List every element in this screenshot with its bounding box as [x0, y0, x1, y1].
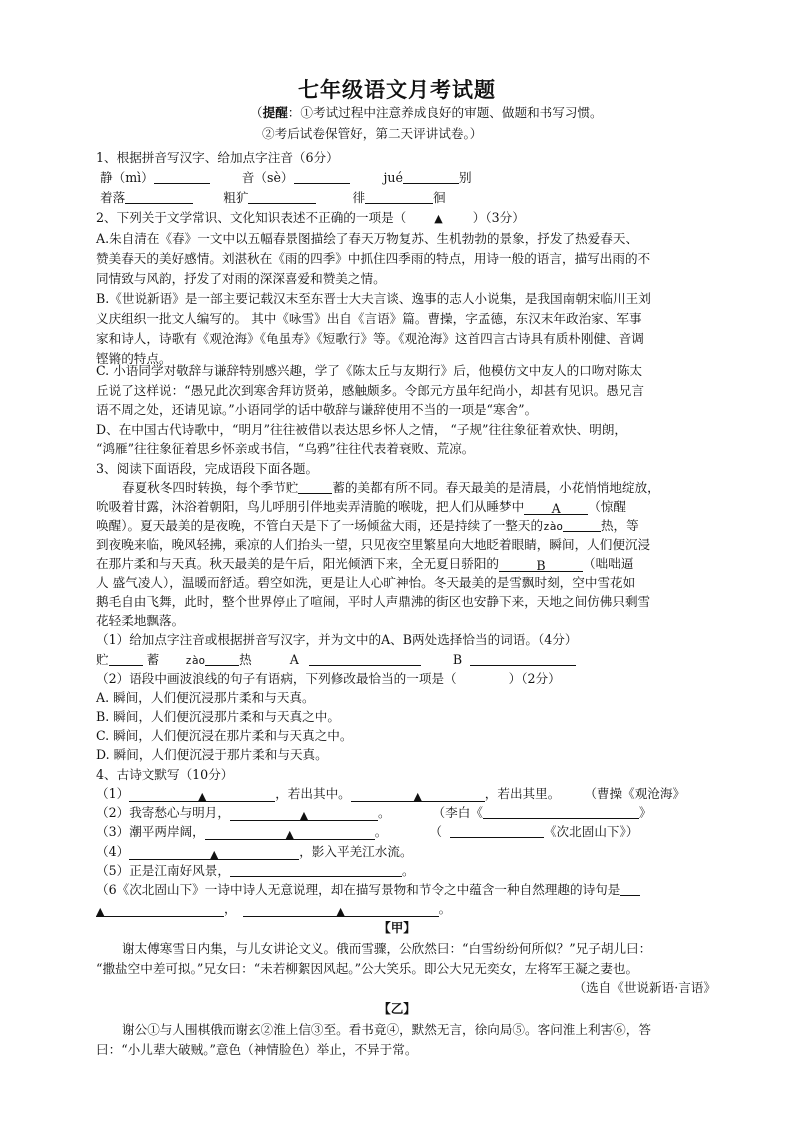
q2-heading: 2、下列关于文学常识、文化知识表述不正确的一项是（ ▲ ）（3分） [96, 210, 525, 225]
q1-row-1: 静（mì） 音（sè） jué 别 [100, 170, 472, 185]
q3-option-a: A. 瞬间，人们便沉浸那片柔和与天真。 [96, 690, 315, 705]
triangle-marker-icon: ▲ [285, 828, 294, 841]
q3-option-c: C. 瞬间，人们便沉浸在那片柔和与天真之中。 [96, 728, 353, 743]
q3-passage-line-2: 吮吸着甘露，沐浴着朝阳，鸟儿呼朋引伴地卖弄清脆的喉咙，把人们从睡梦中 A （惊醒 [96, 499, 626, 516]
answer-blank[interactable] [403, 170, 459, 184]
page-title: 七年级语文月考试题 [298, 78, 496, 102]
triangle-marker-icon: ▲ [299, 809, 309, 822]
answer-blank[interactable] [294, 170, 350, 184]
q4-item-3: （3）潮平两岸阔， ▲ 。 （ 《次北固山下》） [96, 824, 639, 841]
answer-blank[interactable] [125, 190, 193, 204]
answer-blank[interactable] [365, 190, 433, 204]
q2-option-b-line-1: B.《世说新语》是一部主要记载汉末至东晋士大夫言谈、逸事的志人小说集，是我国南朝宋临川王刘 [96, 291, 651, 306]
q2-option-a-line-3: 同情致与风韵，抒发了对雨的深深喜爱和赞美之情。 [96, 271, 386, 286]
answer-blank[interactable] [248, 190, 316, 204]
answer-blank[interactable] [129, 846, 299, 860]
q2-option-c-line-3: 语不周之处，还请见谅。”小语同学的话中敬辞与谦辞使用不当的一项是“寒舍”。 [96, 402, 538, 417]
triangle-marker-icon: ▲ [197, 790, 207, 803]
passage-yi-line-1: 谢公①与人围棋俄而谢玄②淮上信③至。看书竟④，默然无言，徐向局⑤。客问淮上利害⑥，答 [122, 1022, 651, 1037]
answer-blank[interactable] [351, 788, 485, 802]
triangle-marker-icon: ▲ [413, 790, 422, 803]
q3-passage-line-4: 到夜晚来临，晚风轻拂，乘凉的人们抬头一望，只见夜空里繁星向大地眨着眼睛，瞬间，人们便沉浸 [96, 537, 651, 552]
q2-option-b-line-2: 义庆组织一批文人编写的。 其中《咏雪》出自《言语》篇。曹操，字孟德，东汉末年政治家、军事 [96, 311, 642, 326]
answer-blank[interactable] [298, 480, 332, 494]
q4-item-6: （6《次北固山下》一诗中诗人无意说理，却在描写景物和节令之中蕴含一种自然理趣的诗句是 [96, 882, 716, 898]
reminder-line-1: （提醒：①考试过程中注意养成良好的审题、做题和书写习惯。 [250, 105, 603, 120]
q4-item-1: （1） ▲ ，若出其中。 ▲ ，若出其里。 （曹操《观沧海》 [96, 786, 686, 803]
blank-a[interactable]: A [524, 501, 588, 515]
triangle-marker-icon: ▲ [209, 848, 219, 861]
answer-blank[interactable] [96, 903, 224, 917]
answer-blank[interactable] [205, 652, 239, 666]
blank-b[interactable]: B [499, 558, 583, 572]
answer-blank[interactable] [230, 863, 402, 877]
q3-passage-line-7: 鹅毛自由飞舞，此时，整个世界停止了喧闹，平时人声鼎沸的街区也安静下来，天地之间仿佛只剩雪 [96, 594, 651, 609]
q2-option-d-line-1: D、在中国古代诗歌中，“明月”往往被借以表达思乡怀人之情， “子规”往往象征着欢快、明朗， [96, 422, 628, 437]
q4-item-4: （4） ▲ ，影入平羌江水流。 [96, 844, 413, 861]
triangle-marker-icon: ▲ [96, 905, 105, 918]
q4-heading: 4、古诗文默写（10分） [96, 767, 234, 782]
answer-blank[interactable] [243, 903, 439, 917]
answer-blank[interactable] [563, 518, 601, 532]
answer-blank[interactable] [205, 826, 375, 840]
q3-passage-line-8: 花轻柔地飘落。 [96, 613, 185, 628]
answer-blank[interactable] [483, 805, 639, 819]
passage-yi-title: 【乙】 [378, 1001, 416, 1016]
q2-option-d-line-2: “鸿雁”往往象征着思乡怀亲或书信，“乌鸦”往往代表着衰败、荒凉。 [96, 441, 475, 456]
passage-jia-title: 【甲】 [378, 920, 416, 935]
answer-blank[interactable] [230, 807, 378, 821]
q3-passage-line-5: 在那片柔和与天真。秋天最美的是午后，阳光倾洒下来，全无夏日骄阳的 B （咄咄逼 [96, 556, 634, 573]
q3-option-b: B. 瞬间，人们便沉浸那片柔和与天真之中。 [96, 709, 340, 724]
answer-blank[interactable] [470, 652, 576, 666]
answer-blank[interactable] [620, 882, 640, 896]
q1-row-2: 着落 粗犷 徘 徊 [100, 190, 446, 205]
triangle-marker-icon: ▲ [336, 905, 345, 918]
q3-heading: 3、阅读下面语段，完成语段下面各题。 [96, 461, 319, 476]
answer-blank[interactable] [309, 652, 421, 666]
q2-option-c-line-1: C. 小语同学对敬辞与谦辞特别感兴趣，学了《陈太丘与友期行》后，他模仿文中友人的口吻对陈太 [96, 363, 643, 378]
answer-blank[interactable] [154, 170, 210, 184]
q3-subquestion-1-answers: 贮 蓄 zào 热 A B [96, 652, 716, 669]
answer-blank[interactable] [109, 652, 143, 666]
triangle-marker-icon: ▲ [434, 212, 443, 225]
passage-yi-line-2: 曰：“小儿辈大破贼。”意色（神情脸色）举止，不异于常。 [96, 1042, 418, 1057]
passage-jia-source: （选自《世说新语·言语》 [573, 980, 716, 995]
q3-option-d: D. 瞬间，人们便沉浸于那片柔和与天真。 [96, 747, 328, 762]
q3-passage-line-6: 人 盛气凌人），温暖而舒适。碧空如洗，更是让人心旷神怡。冬天最美的是雪飘时刻，空中雪花如 [96, 575, 636, 590]
q2-option-a-line-2: 赞美春天的美好感情。刘湛秋在《雨的四季》中抓住四季雨的特点，用诗一般的语言，描写出雨的不 [96, 251, 651, 266]
q2-option-c-line-2: 丘说了这样说：“愚兄此次到寒舍拜访贤弟，感触颇多。令郎元方虽年纪尚小，却甚有见识。愚兄言 [96, 383, 644, 398]
answer-blank[interactable] [450, 824, 544, 838]
q3-passage-line-1: 春夏秋冬四时转换，每个季节贮 蓄的美都有所不同。春天最美的是清晨，小花悄悄地绽放， [122, 480, 660, 495]
q4-item-2: （2）我寄愁心与明月， ▲ 。 （李白《 》 [96, 805, 652, 822]
q2-option-b-line-4: 铿锵的特点。 [96, 351, 172, 366]
q3-subquestion-1: （1）给加点字注音或根据拼音写汉字，并为文中的A、B两处选择恰当的词语。（4分） [96, 632, 578, 647]
reminder-line-2: ②考后试卷保管好，第二天评讲试卷。） [262, 126, 483, 141]
passage-jia-line-2: “撒盐空中差可拟。”兄女曰：“未若柳絮因风起。”公大笑乐。即公大兄无奕女，左将军王凝之妻也。 [96, 961, 639, 976]
q2-option-b-line-3: 家和诗人，诗歌有《观沧海》《龟虽寿》《短歌行》等。《观沧海》这首四言古诗具有质朴刚健、音调 [96, 331, 644, 346]
passage-jia-line-1: 谢太傅寒雪日内集，与儿女讲论文义。俄而雪骤，公欣然曰：“白雪纷纷何所似？”兄子胡儿曰： [122, 941, 652, 956]
q2-option-a-line-1: A.朱自清在《春》一文中以五幅春景图描绘了春天万物复苏、生机勃勃的景象，抒发了热爱春天、 [96, 231, 639, 246]
q4-item-6-answers: ▲ ， ▲ 。 [96, 901, 452, 918]
q4-item-5: （5）正是江南好风景， 。 [96, 863, 415, 878]
answer-blank[interactable] [129, 788, 275, 802]
q1-heading: 1、根据拼音写汉字、给加点字注音（6分） [96, 150, 339, 165]
q3-subquestion-2: （2）语段中画波浪线的句子有语病，下列修改最恰当的一项是（ ）（2分） [96, 671, 561, 686]
q3-passage-line-3: 唤醒）。夏天最美的是夜晚，不管白天是下了一场倾盆大雨，还是持续了一整天的zào 热，等 [96, 518, 639, 533]
